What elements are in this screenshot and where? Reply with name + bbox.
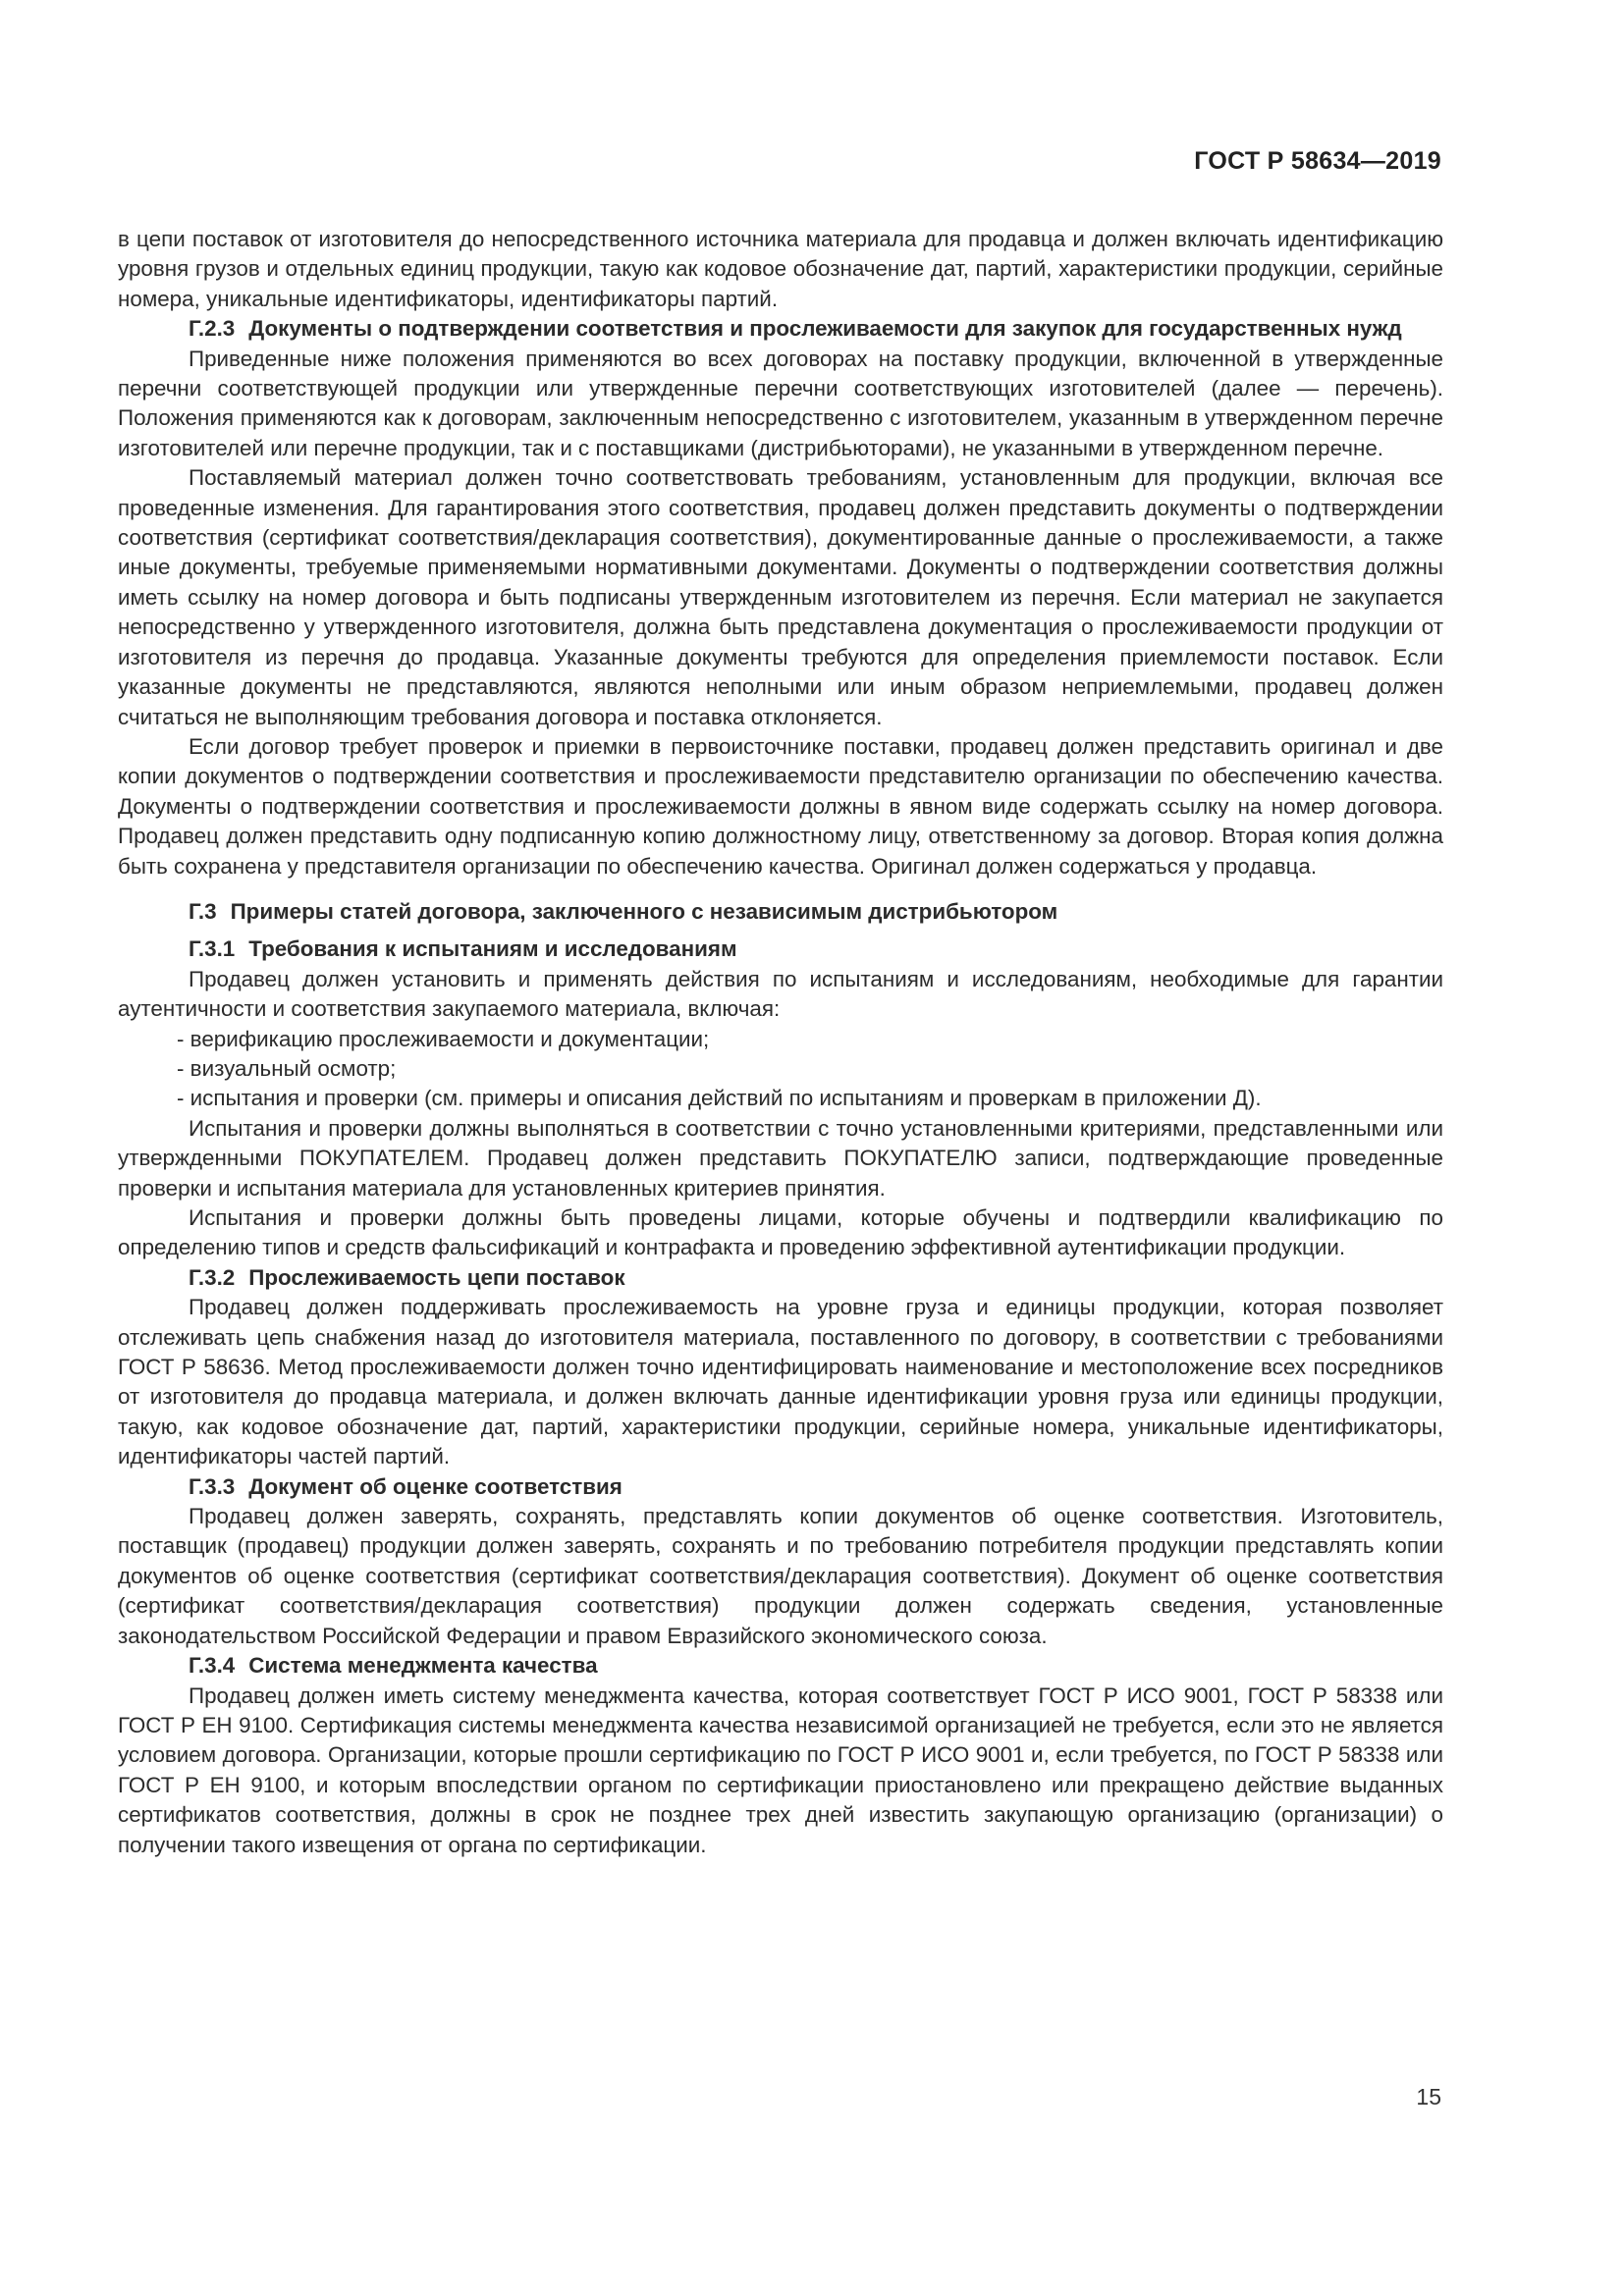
section-title: Прослеживаемость цепи поставок (248, 1264, 625, 1290)
paragraph: Поставляемый материал должен точно соответствовать требованиям, установленным для продукции, включая все проведенные изменения. Для гарантирования этого соответствия, продавец должен представить документы о подтверждении соответствия (сертификат соответствия/декларация соответствия), документированные данные о прослеживаемости, а также иные документы, требуемые применяемыми нормативными документами. Документы о подтверждении соответствия должны иметь ссылку на номер договора и быть подписаны утвержденным изготовителем из перечня. Если материал не закупается непосредственно у утвержденного изготовителя, должна быть представлена документация о прослеживаемости продукции от изготовителя из перечня до продавца. Указанные документы требуются для определения приемлемости поставок. Если указанные документы не представляются, являются неполными или иным образом неприемлемыми, продавец должен считаться не выполняющим требования договора и поставка отклоняется. (118, 465, 1443, 729)
section-heading-g31 (118, 934, 1443, 964)
paragraph: Испытания и проверки должны выполняться в соответствии с точно установленными критериями, представленными или утвержденными ПОКУПАТЕЛЕМ. Продавец должен представить ПОКУПАТЕЛЮ записи, подтверждающие проведенные проверки и испытания материала для установленных критериев принятия. (118, 1115, 1443, 1201)
section-heading-g3 (118, 897, 1443, 927)
paragraph: Приведенные ниже положения применяются во всех договорах на поставку продукции, включенной в утвержденные перечни соответствующей продукции или утвержденные перечни соответствующих изготовителей (далее — перечень). Положения применяются как к договорам, заключенным непосредственно с изготовителем, указанным в утвержденном перечне изготовителей или перечне продукции, так и с поставщиками (дистрибьюторами), не указанными в утвержденном перечне. (118, 346, 1443, 460)
section-number: Г.3.3 (189, 1473, 236, 1499)
paragraph: Продавец должен поддерживать прослеживаемость на уровне груза и единицы продукции, которая позволяет отслеживать цепь снабжения назад до изготовителя материала, поставленного по договору, в соответствии с требованиями ГОСТ Р 58636. Метод прослеживаемости должен точно идентифицировать наименование и местоположение всех посредников от изготовителя до продавца материала, и должен включать данные идентификации уровня груза или единицы продукции, такую, как кодовое обозначение дат, партий, характеристики продукции, серийные номера, уникальные идентификаторы, идентификаторы частей партий. (118, 1295, 1443, 1469)
section-title: Требования к испытаниям и исследованиям (248, 936, 737, 962)
paragraph: Продавец должен установить и применять действия по испытаниям и исследованиям, необходимые для гарантии аутентичности и соответствия закупаемого материала, включая: (118, 966, 1443, 1022)
section-number: Г.3 (189, 898, 217, 924)
section-title: Документы о подтверждении соответствия и прослеживаемости для закупок для государственных нужд (248, 316, 1402, 342)
section-heading-g33 (118, 1472, 1443, 1502)
paragraph: Испытания и проверки должны быть проведены лицами, которые обучены и подтвердили квалификацию по определению типов и средств фальсификаций и контрафакта и проведению эффективной аутентификации продукции. (118, 1205, 1443, 1260)
list-item: - визуальный осмотр; (177, 1055, 397, 1081)
paragraph: Продавец должен иметь систему менеджмента качества, которая соответствует ГОСТ Р ИСО 9001, ГОСТ Р 58338 или ГОСТ Р ЕН 9100. Сертификация системы менеджмента качества независимой организацией не требуется, если это не является условием договора. Организации, которые прошли сертификацию по ГОСТ Р ИСО 9001 и, если требуется, по ГОСТ Р 58338 или ГОСТ Р ЕН 9100, и которым впоследствии органом по сертификации приостановлено или прекращено действие выданных сертификатов соответствия, должны в срок не позднее трех дней известить закупающую организацию (организации) о получении такого извещения от органа по сертификации. (118, 1682, 1443, 1857)
page-number: 15 (1416, 2084, 1441, 2109)
paragraph: Продавец должен заверять, сохранять, представлять копии документов об оценке соответствия. Изготовитель, поставщик (продавец) продукции должен заверять, сохранять и по требованию потребителя продукции представлять копии документов об оценке соответствия (сертификат соответствия/декларация соответствия). Документ об оценке соответствия (сертификат соответствия/декларация соответствия) продукции должен содержать сведения, установленные законодательством Российской Федерации и правом Евразийского экономического союза. (118, 1504, 1443, 1648)
section-title: Примеры статей договора, заключенного с независимым дистрибьютором (230, 898, 1058, 924)
section-number: Г.3.4 (189, 1653, 236, 1679)
section-heading-g32 (118, 1263, 1443, 1293)
section-heading-g34 (118, 1651, 1443, 1681)
list-item: - испытания и проверки (см. примеры и описания действий по испытаниям и проверкам в приложении Д). (177, 1086, 1262, 1111)
section-heading-g23 (118, 314, 1443, 344)
section-title: Система менеджмента качества (248, 1653, 598, 1679)
section-title: Документ об оценке соответствия (248, 1473, 623, 1499)
document-header: ГОСТ Р 58634—2019 (1194, 147, 1441, 175)
document-body (118, 225, 1443, 1860)
intro-paragraph: в цепи поставок от изготовителя до непосредственного источника материала для продавца и должен включать идентификацию уровня грузов и отдельных единиц продукции, такую как кодовое обозначение дат, партий, характеристики продукции, серийные номера, уникальные идентификаторы, идентификаторы партий. (118, 227, 1443, 311)
section-number: Г.2.3 (189, 316, 236, 342)
section-number: Г.3.2 (189, 1264, 236, 1290)
paragraph: Если договор требует проверок и приемки в первоисточнике поставки, продавец должен представить оригинал и две копии документов о подтверждении соответствия и прослеживаемости представителю организации по обеспечению качества. Документы о подтверждении соответствия и прослеживаемости должны в явном виде содержать ссылку на номер договора. Продавец должен представить одну подписанную копию должностному лицу, ответственному за договор. Вторая копия должна быть сохранена у представителя организации по обеспечению качества. Оригинал должен содержаться у продавца. (118, 733, 1443, 879)
section-number: Г.3.1 (189, 936, 236, 962)
list-item: - верификацию прослеживаемости и документации; (177, 1026, 710, 1051)
